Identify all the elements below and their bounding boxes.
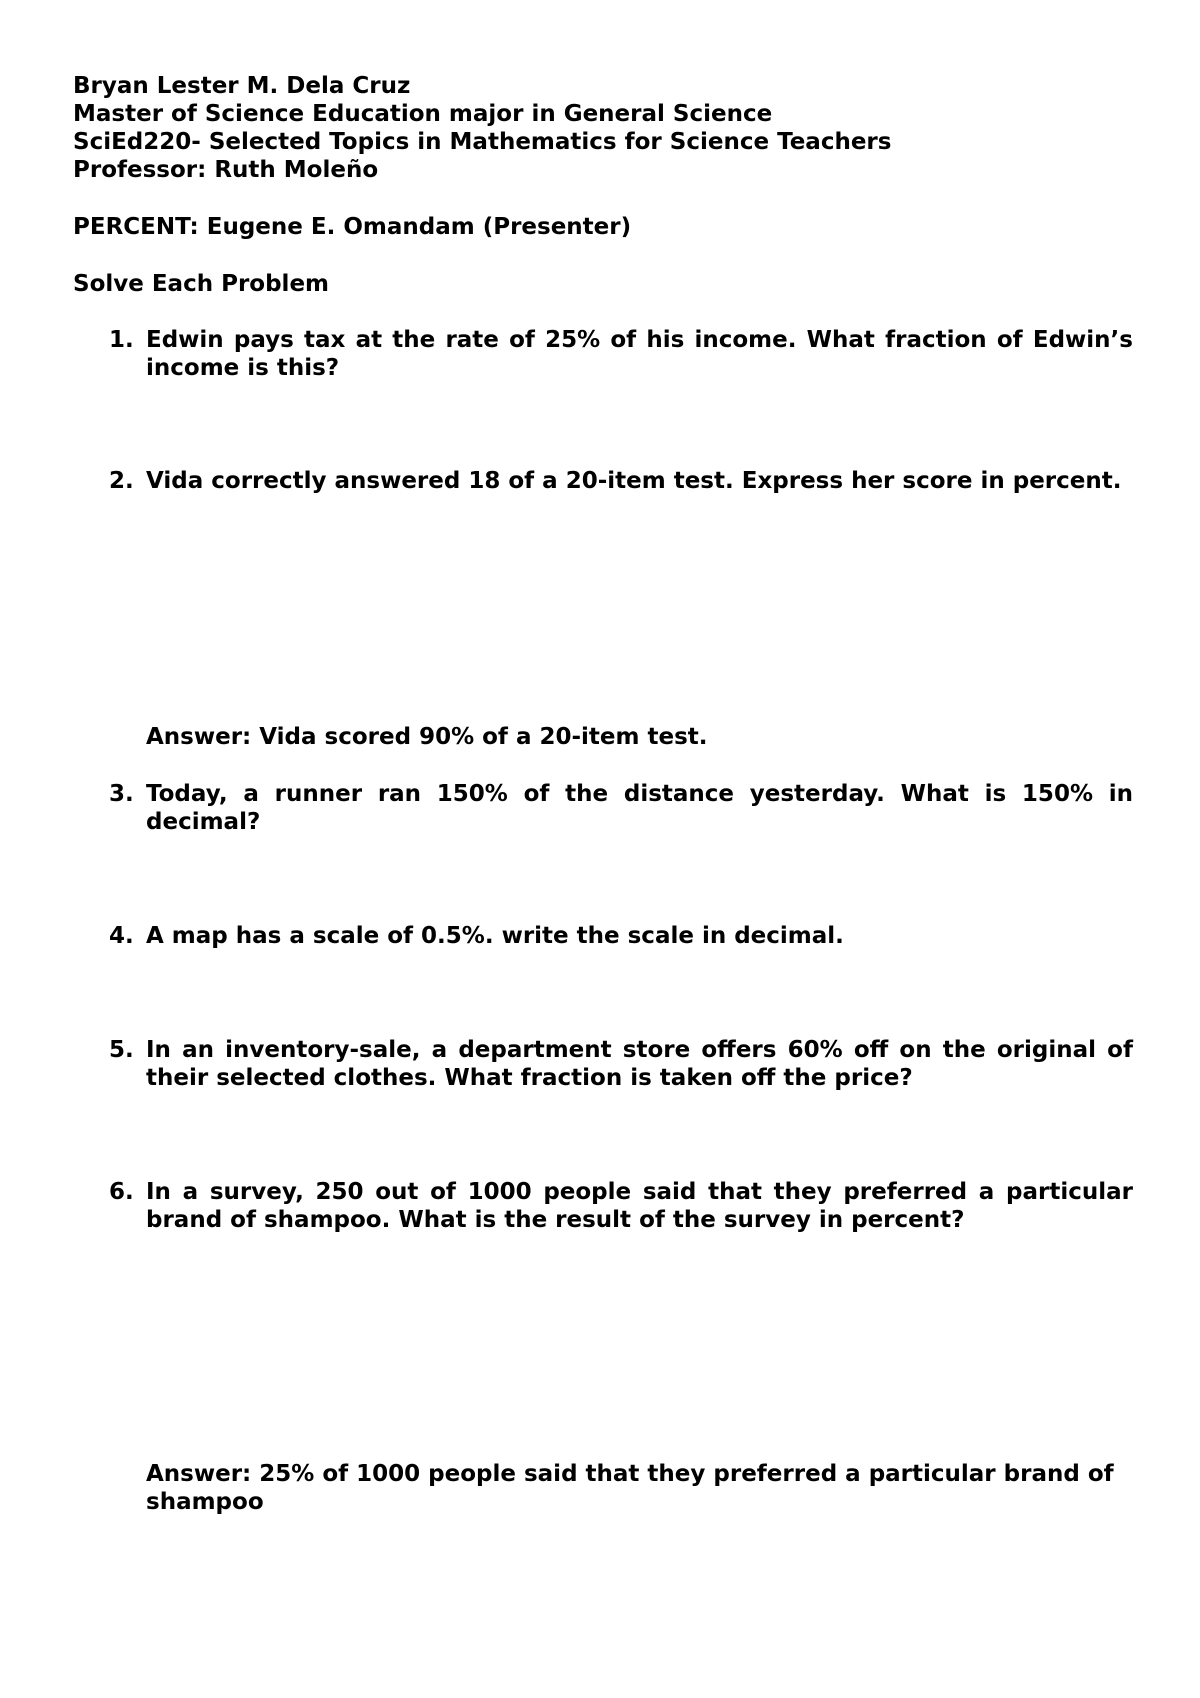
problem-text: Today, a runner ran 150% of the distance yesterday. What is 150% in decimal? [146, 781, 1133, 835]
problem-number: 6. [109, 1179, 134, 1205]
problem-item [73, 467, 1133, 495]
topic-line: PERCENT: Eugene E. Omandam (Presenter) [73, 214, 632, 240]
problem-item [73, 1178, 1133, 1234]
problem-item [73, 780, 1133, 836]
problem-text: Edwin pays tax at the rate of 25% of his income. What fraction of Edwin’s income is this? [146, 327, 1133, 381]
problem-number: 1. [109, 327, 134, 353]
problem-item [73, 326, 1133, 382]
problem-text: In a survey, 250 out of 1000 people said that they preferred a particular brand of shampoo. What is the result of the survey in percent? [146, 1179, 1133, 1233]
problem-number: 2. [109, 468, 134, 494]
problem-item [73, 922, 1133, 950]
instruction-heading: Solve Each Problem [73, 271, 330, 297]
answer-problem-6: Answer: 25% of 1000 people said that they preferred a particular brand of shampoo [146, 1461, 1114, 1515]
problem-number: 5. [109, 1037, 134, 1063]
problem-number: 3. [109, 781, 134, 807]
problem-text: A map has a scale of 0.5%. write the scale in decimal. [146, 923, 844, 949]
problem-text: In an inventory-sale, a department store offers 60% off on the original of their selected clothes. What fraction is taken off the price? [146, 1037, 1133, 1091]
problem-item [73, 1036, 1133, 1092]
problem-number: 4. [109, 923, 134, 949]
professor-line: Professor: Ruth Moleño [73, 157, 379, 183]
answer-problem-2: Answer: Vida scored 90% of a 20-item test. [146, 724, 708, 750]
problem-text: Vida correctly answered 18 of a 20-item test. Express her score in percent. [146, 468, 1122, 494]
course-line: SciEd220- Selected Topics in Mathematics for Science Teachers [73, 129, 892, 155]
program-line: Master of Science Education major in General Science [73, 101, 773, 127]
author-name: Bryan Lester M. Dela Cruz [73, 73, 411, 99]
